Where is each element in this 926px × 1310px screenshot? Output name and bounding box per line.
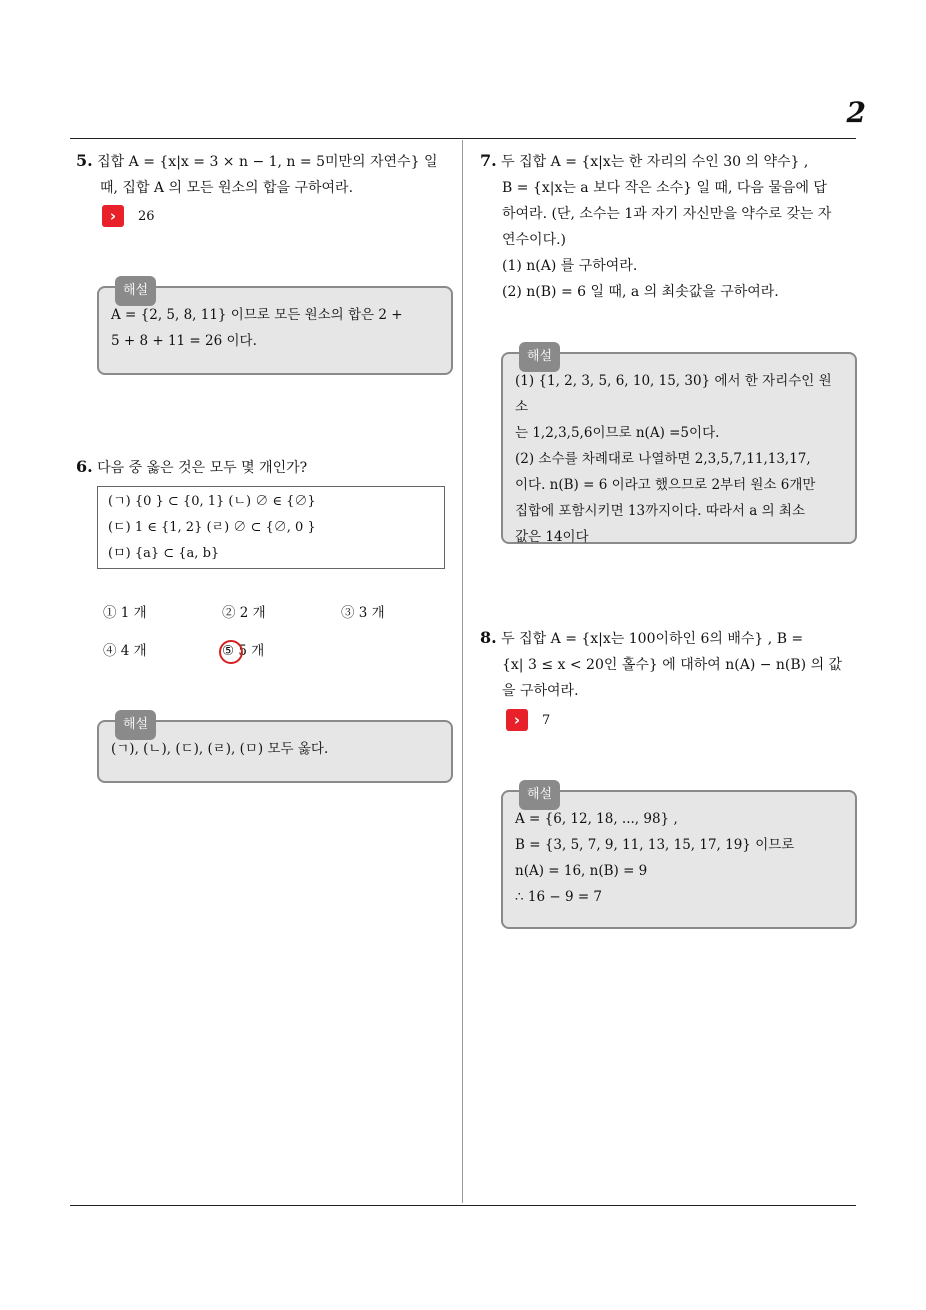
- question-5-solution-line2: 5 + 8 + 11 = 26 이다.: [111, 333, 257, 349]
- question-7: [480, 148, 858, 305]
- bottom-rule: [70, 1205, 856, 1206]
- answer-arrow-icon: ›: [506, 709, 528, 731]
- page-number: 2: [846, 96, 866, 129]
- solution-tag: 해설: [115, 276, 156, 306]
- choice-2[interactable]: ② 2 개: [222, 605, 266, 621]
- selected-answer-circle-icon: [219, 640, 243, 664]
- condition-line-2: (ㄷ) 1 ∈ {1, 2} (ㄹ) ∅ ⊂ {∅, 0 }: [108, 520, 316, 535]
- choice-4[interactable]: ④ 4 개: [103, 643, 147, 659]
- question-8-solution-line3: n(A) = 16, n(B) = 9: [515, 863, 648, 879]
- question-8-solution-line4: ∴ 16 − 9 = 7: [515, 889, 603, 905]
- answer-arrow-icon: ›: [102, 205, 124, 227]
- question-7-sub2: (2) n(B) = 6 일 때, a 의 최솟값을 구하여라.: [502, 284, 779, 300]
- question-5-line2: 때, 집합 A 의 모든 원소의 합을 구하여라.: [100, 180, 354, 196]
- question-5-answer-value: 26: [138, 208, 155, 224]
- question-6-number: 6.: [76, 457, 93, 476]
- question-7-line3: 하여라. (단, 소수는 1과 자기 자신만을 약수로 갖는 자: [502, 206, 832, 222]
- question-8-line3: 을 구하여라.: [502, 683, 579, 699]
- solution-tag: 해설: [115, 710, 156, 740]
- question-7-solution-line4: 이다. n(B) = 6 이라고 했으므로 2부터 원소 6개만: [515, 477, 816, 493]
- choice-1[interactable]: ① 1 개: [103, 605, 147, 621]
- top-rule: [70, 138, 856, 139]
- question-7-solution-line2: 는 1,2,3,5,6이므로 n(A) =5이다.: [515, 425, 720, 441]
- question-7-solution-line3: (2) 소수를 차례대로 나열하면 2,3,5,7,11,13,17,: [515, 451, 811, 467]
- question-8-answer: [506, 709, 550, 731]
- question-7-solution-line1: (1) {1, 2, 3, 5, 6, 10, 15, 30} 에서 한 자리수인 원소: [515, 373, 832, 415]
- choice-3[interactable]: ③ 3 개: [341, 605, 385, 621]
- choice-5-symbol: ⑤: [222, 643, 235, 659]
- condition-line-1: (ㄱ) {0 } ⊂ {0, 1} (ㄴ) ∅ ∈ {∅}: [108, 494, 316, 509]
- question-8: [480, 625, 858, 704]
- column-divider: [462, 140, 463, 1203]
- solution-tag: 해설: [519, 780, 560, 810]
- question-7-number: 7.: [480, 151, 497, 170]
- question-6-solution-box: [97, 717, 453, 783]
- question-8-answer-value: 7: [542, 712, 551, 728]
- question-6-text: 다음 중 옳은 것은 모두 몇 개인가?: [97, 460, 308, 476]
- question-7-solution-box: [501, 349, 857, 545]
- question-8-number: 8.: [480, 628, 497, 647]
- question-8-line2: {x| 3 ≤ x < 20인 홀수} 에 대하여 n(A) − n(B) 의 값: [502, 657, 843, 673]
- question-5-solution-line1: A = {2, 5, 8, 11} 이므로 모든 원소의 합은 2 +: [111, 307, 403, 323]
- question-8-line1: [480, 625, 858, 652]
- question-7-sub1: (1) n(A) 를 구하여라.: [502, 258, 638, 274]
- question-7-text1: 두 집합 A = {x|x는 한 자리의 수인 30 의 약수} ,: [501, 154, 809, 170]
- question-6-solution-line1: (ㄱ), (ㄴ), (ㄷ), (ㄹ), (ㅁ) 모두 옳다.: [111, 741, 329, 757]
- question-6-conditions-box: [97, 486, 445, 569]
- question-8-solution-box: [501, 787, 857, 929]
- question-5-number: 5.: [76, 151, 93, 170]
- condition-line-3: (ㅁ) {a} ⊂ {a, b}: [108, 546, 220, 561]
- solution-tag: 해설: [519, 342, 560, 372]
- question-5-solution-box: [97, 283, 453, 375]
- choice-5-label: 5 개: [238, 643, 265, 659]
- question-6: [76, 454, 456, 481]
- question-5-line1: [76, 148, 456, 175]
- question-7-line2: B = {x|x는 a 보다 작은 소수} 일 때, 다음 물음에 답: [502, 180, 827, 196]
- question-8-solution-line2: B = {3, 5, 7, 9, 11, 13, 15, 17, 19} 이므로: [515, 837, 795, 853]
- question-7-solution-line6: 값은 14이다: [515, 529, 589, 545]
- question-7-solution-line5: 집합에 포함시키면 13까지이다. 따라서 a 의 최소: [515, 503, 806, 519]
- question-5-answer: [102, 205, 155, 227]
- question-5: [76, 148, 456, 201]
- question-8-text1: 두 집합 A = {x|x는 100이하인 6의 배수} , B =: [501, 631, 804, 647]
- question-5-text1: 집합 A = {x|x = 3 × n − 1, n = 5미만의 자연수} 일: [97, 154, 438, 170]
- question-7-line1: [480, 148, 858, 175]
- question-7-line4: 연수이다.): [502, 232, 567, 248]
- question-8-solution-line1: A = {6, 12, 18, ..., 98} ,: [515, 811, 678, 827]
- choice-5[interactable]: [222, 639, 264, 659]
